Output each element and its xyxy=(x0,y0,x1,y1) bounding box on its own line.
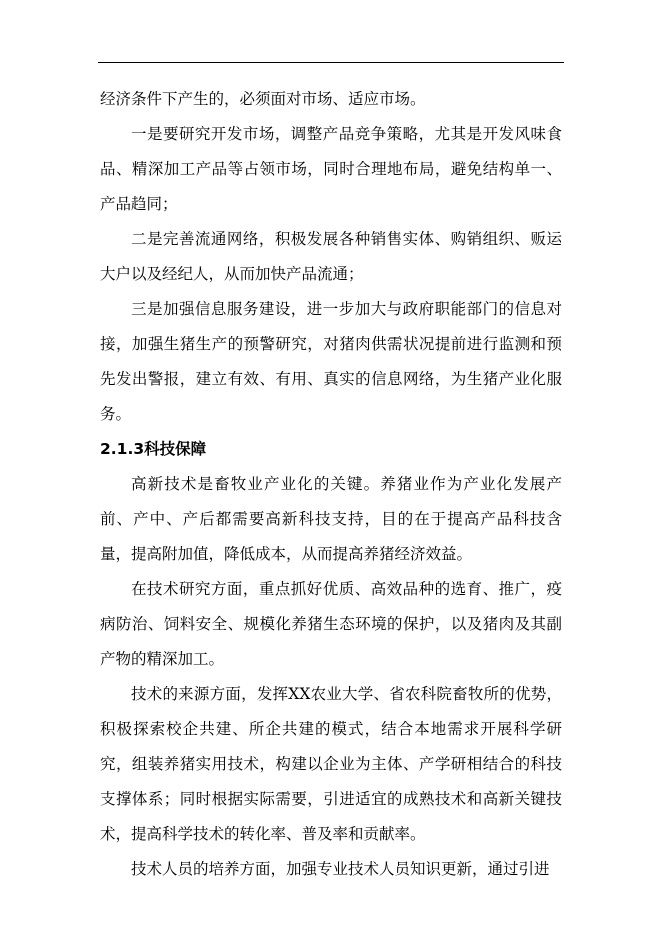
paragraph-information-service: 三是加强信息服务建设，进一步加大与政府职能部门的信息对接，加强生猪生产的预警研究，对猪肉供需状况提前进行监测和预先发出警报，建立有效、有用、真实的信息网络，为生猪产业化服务。 xyxy=(100,300,562,423)
paragraph-tech-source: 技术的来源方面，发挥XX农业大学、省农科院畜牧所的优势，积极探索校企共建、所企共建的模式，结合本地需求开展科学研究，组装养猪实用技术，构建以企业为主体、产学研相结合的科技支撑体系；同时根据实际需要，引进适宜的成熟技术和高新关键技术，提高科学技术的转化率、普及率和贡献率。 xyxy=(100,685,562,843)
paragraph-tech-research: 在技术研究方面，重点抓好优质、高效品种的选育、推广，疫病防治、饲料安全、规模化养猪生态环境的保护，以及猪肉及其副产物的精深加工。 xyxy=(100,580,562,668)
section-heading: 2.1.3科技保障 xyxy=(100,440,207,458)
paragraph-high-tech: 高新技术是畜牧业产业化的关键。养猪业作为产业化发展产前、产中、产后都需要高新科技支持，目的在于提高产品科技含量，提高附加值，降低成本，从而提高养猪经济效益。 xyxy=(100,475,562,563)
paragraph-continuation: 经济条件下产生的，必须面对市场、适应市场。 xyxy=(100,90,426,108)
paragraph-distribution-network: 二是完善流通网络，积极发展各种销售实体、购销组织、贩运大户以及经纪人，从而加快产品流通； xyxy=(100,230,562,283)
header-rule xyxy=(98,62,564,63)
document-body xyxy=(100,82,562,887)
paragraph-tech-personnel: 技术人员的培养方面，加强专业技术人员知识更新，通过引进 xyxy=(131,860,550,878)
paragraph-market-research: 一是要研究开发市场，调整产品竞争策略，尤其是开发风味食品、精深加工产品等占领市场，同时合理地布局，避免结构单一、产品趋同； xyxy=(100,125,562,213)
